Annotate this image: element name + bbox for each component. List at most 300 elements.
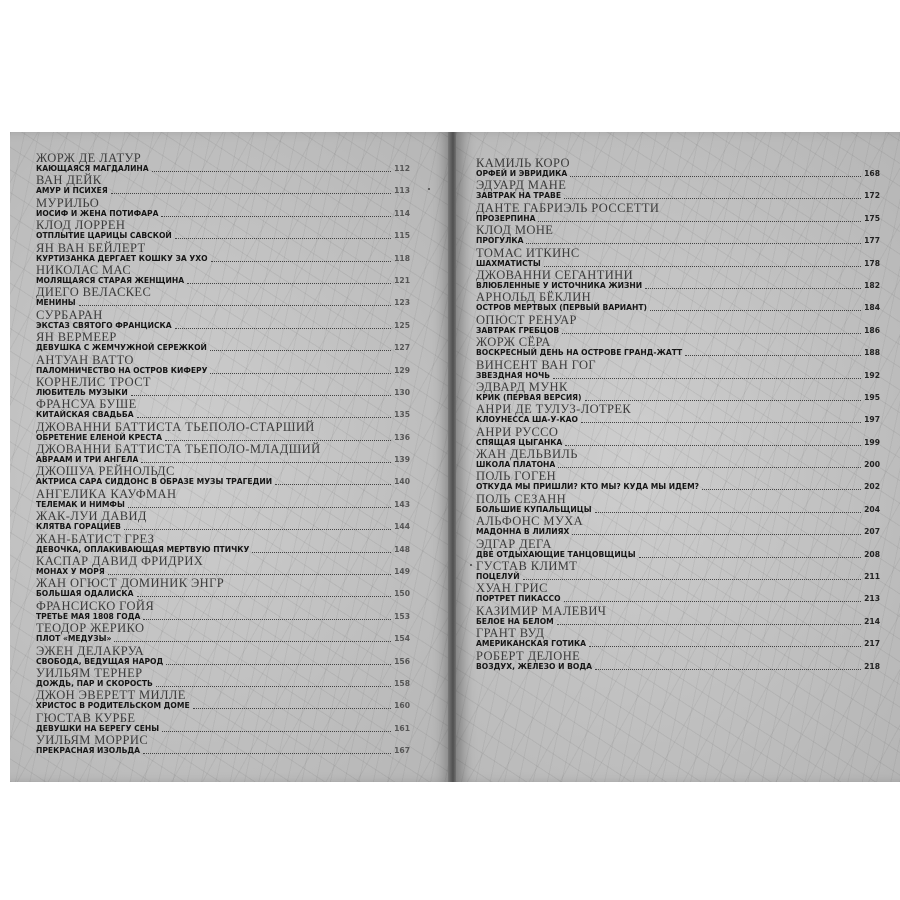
toc-entry xyxy=(476,448,880,470)
entry-line xyxy=(476,258,880,269)
artist-name: КЛОД ЛОРРЕН xyxy=(36,218,126,233)
toc-entry xyxy=(476,336,880,358)
artist-name: АРНОЛЬД БЁКЛИН xyxy=(476,290,592,305)
toc-entry xyxy=(476,582,880,604)
dot-leader xyxy=(143,752,391,754)
entry-line xyxy=(36,499,410,510)
entry-line xyxy=(476,481,880,492)
entry-line xyxy=(36,432,410,443)
toc-entry xyxy=(36,219,410,241)
artist-name: КЛОД МОНЕ xyxy=(476,223,554,238)
toc-entry xyxy=(476,269,880,291)
artwork-title: ЗАВТРАК ГРЕБЦОВ xyxy=(476,325,560,335)
toc-entry xyxy=(476,314,880,336)
dot-leader xyxy=(553,377,861,379)
toc-entry xyxy=(36,376,410,398)
entry-line xyxy=(36,320,410,331)
dot-leader xyxy=(210,372,391,374)
toc-entry xyxy=(36,510,410,532)
page-number: 154 xyxy=(394,634,410,644)
artwork-title: АКТРИСА САРА СИДДОНС В ОБРАЗЕ МУЗЫ ТРАГЕДИИ xyxy=(36,477,273,487)
entry-line xyxy=(36,185,410,196)
artwork-title: ОСТРОВ МЕРТВЫХ (ПЕРВЫЙ ВАРИАНТ) xyxy=(476,303,648,313)
entry-line xyxy=(36,342,410,353)
dot-leader xyxy=(193,707,392,709)
dot-leader xyxy=(141,461,391,463)
page-number: 150 xyxy=(394,589,410,599)
toc-entry xyxy=(476,426,880,448)
artwork-title: ИОСИФ И ЖЕНА ПОТИФАРА xyxy=(36,208,159,218)
dot-leader xyxy=(124,528,391,530)
dot-leader xyxy=(565,444,861,446)
page-number: 172 xyxy=(864,191,880,201)
left-page xyxy=(10,132,450,782)
artist-name: ЖАН-БАТИСТ ГРЕЗ xyxy=(36,531,155,546)
artist-name: ДИЕГО ВЕЛАСКЕС xyxy=(36,285,152,300)
page-number: 112 xyxy=(394,164,410,173)
artist-name: ПОЛЬ СЕЗАНН xyxy=(476,491,567,506)
ink-speck xyxy=(470,564,472,566)
dot-leader xyxy=(137,595,392,597)
artist-name: ЯН ВЕРМЕЕР xyxy=(36,330,117,345)
dot-leader xyxy=(114,640,391,642)
toc-entry xyxy=(476,224,880,246)
right-page xyxy=(456,132,900,782)
toc-entry xyxy=(36,600,410,622)
toc-entry xyxy=(36,734,410,756)
entry-line xyxy=(36,476,410,487)
artwork-title: ПРОЗЕРПИНА xyxy=(476,213,536,223)
page-number: 188 xyxy=(864,348,880,358)
artist-name: КАМИЛЬ КОРО xyxy=(476,156,570,170)
artist-name: ДЖОВАННИ БАТТИСТА ТЬЕПОЛО-СТАРШИЙ xyxy=(36,419,315,434)
dot-leader xyxy=(564,600,862,602)
dot-leader xyxy=(639,556,862,558)
toc-entry xyxy=(36,331,410,353)
entry-line xyxy=(36,275,410,286)
toc-entry xyxy=(36,443,410,465)
page-number: 199 xyxy=(864,437,880,447)
dot-leader xyxy=(562,332,861,334)
artwork-title: МОНАХ У МОРЯ xyxy=(36,567,105,577)
entry-line xyxy=(476,190,880,201)
dot-leader xyxy=(570,175,861,177)
artwork-title: ВОЗДУХ, ЖЕЛЕЗО И ВОДА xyxy=(476,661,592,671)
entry-line xyxy=(476,392,880,403)
entry-line xyxy=(36,365,410,376)
page-number: 160 xyxy=(394,701,410,711)
dot-leader xyxy=(558,466,861,468)
page-number: 202 xyxy=(864,482,880,492)
toc-entry xyxy=(36,398,410,420)
artwork-title: ШАХМАТИСТЫ xyxy=(476,258,541,268)
page-number: 125 xyxy=(394,320,410,330)
dot-leader xyxy=(175,237,391,239)
page-number: 200 xyxy=(864,460,880,470)
entry-line xyxy=(476,235,880,246)
entry-line xyxy=(36,163,410,174)
toc-entry xyxy=(36,242,410,264)
artwork-title: СПЯЩАЯ ЦЫГАНКА xyxy=(476,437,563,447)
artwork-title: ДЕВУШКА С ЖЕМЧУЖНОЙ СЕРЕЖКОЙ xyxy=(36,343,207,353)
artist-name: ГРАНТ ВУД xyxy=(476,626,545,641)
dot-leader xyxy=(175,327,392,329)
artist-name: ДЖОШУА РЕЙНОЛЬДС xyxy=(36,464,175,479)
artist-name: ЭДГАР ДЕГА xyxy=(476,536,552,551)
entry-line xyxy=(36,723,410,734)
dot-leader xyxy=(572,533,861,535)
dot-leader xyxy=(143,618,391,620)
page-number: 127 xyxy=(394,343,410,353)
artist-name: ДЖОВАННИ СЕГАНТИНИ xyxy=(476,267,634,282)
page-number: 168 xyxy=(864,169,880,178)
entry-line xyxy=(476,571,880,582)
artwork-title: КЛОУНЕССА ША-У-КАО xyxy=(476,415,578,425)
artwork-title: КРИК (ПЕРВАЯ ВЕРСИЯ) xyxy=(476,392,582,402)
toc-entry xyxy=(476,157,880,179)
page-number: 197 xyxy=(864,415,880,425)
entry-line xyxy=(476,347,880,358)
toc-entry xyxy=(36,197,410,219)
toc-entry xyxy=(36,488,410,510)
artist-name: АНРИ ДЕ ТУЛУЗ-ЛОТРЕК xyxy=(476,402,632,417)
entry-line xyxy=(476,549,880,560)
artist-name: ДАНТЕ ГАБРИЭЛЬ РОССЕТТИ xyxy=(476,200,660,215)
artwork-title: БЕЛОЕ НА БЕЛОМ xyxy=(476,616,554,626)
page-number: 213 xyxy=(864,594,880,604)
page-number: 148 xyxy=(394,544,410,554)
page-number: 129 xyxy=(394,365,410,375)
dot-leader xyxy=(564,197,861,199)
artwork-title: СВОБОДА, ВЕДУЩАЯ НАРОД xyxy=(36,656,164,666)
toc-entry xyxy=(36,533,410,555)
entry-line xyxy=(476,459,880,470)
artwork-title: АМУР И ПСИХЕЯ xyxy=(36,186,108,196)
toc-entry xyxy=(476,202,880,224)
toc-entry xyxy=(476,493,880,515)
artwork-title: ВОСКРЕСНЫЙ ДЕНЬ НА ОСТРОВЕ ГРАНД-ЖАТТ xyxy=(476,348,683,358)
entry-line xyxy=(36,253,410,264)
artwork-title: ДВЕ ОТДЫХАЮЩИЕ ТАНЦОВЩИЦЫ xyxy=(476,549,636,559)
page-number: 218 xyxy=(864,661,880,671)
dot-leader xyxy=(526,242,861,244)
book-spread xyxy=(10,132,900,782)
dot-leader xyxy=(581,421,861,423)
dot-leader xyxy=(211,260,392,262)
toc-entry xyxy=(36,309,410,331)
entry-line xyxy=(476,280,880,291)
toc-entry xyxy=(476,470,880,492)
artist-name: ГЮСТАВ КУРБЕ xyxy=(36,710,136,725)
page-number: 149 xyxy=(394,567,410,577)
artist-name: ФРАНСУА БУШЕ xyxy=(36,397,137,412)
page-number: 130 xyxy=(394,387,410,397)
artist-name: ЖАН ОГЮСТ ДОМИНИК ЭНГР xyxy=(36,576,225,591)
toc-entry xyxy=(476,650,880,672)
artist-name: ПОЛЬ ГОГЕН xyxy=(476,469,557,484)
toc-entry xyxy=(476,403,880,425)
artwork-title: ШКОЛА ПЛАТОНА xyxy=(476,460,556,470)
artist-name: ЖАН ДЕЛЬВИЛЬ xyxy=(476,447,578,462)
artist-name: ХУАН ГРИС xyxy=(476,581,548,596)
artist-name: ВИНСЕНТ ВАН ГОГ xyxy=(476,357,597,372)
entry-line xyxy=(36,409,410,420)
entry-line xyxy=(476,593,880,604)
artwork-title: АВРААМ И ТРИ АНГЕЛА xyxy=(36,455,139,465)
artist-name: ТЕОДОР ЖЕРИКО xyxy=(36,621,145,636)
artwork-title: АМЕРИКАНСКАЯ ГОТИКА xyxy=(476,639,587,649)
entry-line xyxy=(36,588,410,599)
page-number: 184 xyxy=(864,303,880,313)
artwork-title: ДЕВОЧКА, ОПЛАКИВАЮЩАЯ МЕРТВУЮ ПТИЧКУ xyxy=(36,544,250,554)
artwork-title: ЭКСТАЗ СВЯТОГО ФРАНЦИСКА xyxy=(36,320,172,330)
dot-leader xyxy=(685,354,861,356)
artist-name: ЯН ВАН БЕЙЛЕРТ xyxy=(36,240,146,255)
entry-line xyxy=(476,437,880,448)
entry-line xyxy=(476,168,880,179)
page-number: 118 xyxy=(394,253,410,263)
artwork-title: ДЕВУШКИ НА БЕРЕГУ СЕНЫ xyxy=(36,723,160,733)
dot-leader xyxy=(557,623,861,625)
page-number: 211 xyxy=(864,572,880,582)
dot-leader xyxy=(595,511,862,513)
artwork-title: КИТАЙСКАЯ СВАДЬБА xyxy=(36,410,134,420)
toc-entry xyxy=(36,264,410,286)
artist-name: ОПЮСТ РЕНУАР xyxy=(476,312,577,327)
entry-line xyxy=(36,387,410,398)
dot-leader xyxy=(108,573,391,575)
page-number: 177 xyxy=(864,236,880,246)
entry-line xyxy=(36,454,410,465)
artist-name: СУРБАРАН xyxy=(36,307,103,322)
toc-entry xyxy=(36,667,410,689)
artwork-title: ДОЖДЬ, ПАР И СКОРОСТЬ xyxy=(36,678,153,688)
dot-leader xyxy=(128,506,391,508)
entry-line xyxy=(476,616,880,627)
artist-name: УИЛЬЯМ МОРРИС xyxy=(36,733,149,748)
page-number: 153 xyxy=(394,611,410,621)
entry-line xyxy=(36,611,410,622)
page-number: 192 xyxy=(864,370,880,380)
entry-line xyxy=(476,370,880,381)
dot-leader xyxy=(544,265,861,267)
artist-name: ДЖОН ЭВЕРЕТТ МИЛЛЕ xyxy=(36,688,186,703)
dot-leader xyxy=(252,551,391,553)
artist-name: АНГЕЛИКА КАУФМАН xyxy=(36,486,177,501)
toc-entry xyxy=(36,174,410,196)
page-number: 207 xyxy=(864,527,880,537)
artist-name: ТОМАС ИТКИНС xyxy=(476,245,580,260)
artist-name: ЭДУАРД МАНЕ xyxy=(476,178,567,193)
artwork-title: ОРФЕЙ И ЭВРИДИКА xyxy=(476,169,568,178)
artwork-title: ОБРЕТЕНИЕ ЕЛЕНОЙ КРЕСТА xyxy=(36,432,162,442)
entry-line xyxy=(36,521,410,532)
page-number: 195 xyxy=(864,392,880,402)
artist-name: МУРИЛЬО xyxy=(36,195,100,210)
artwork-title: МАДОННА В ЛИЛИЯХ xyxy=(476,527,570,537)
toc-entry xyxy=(476,359,880,381)
toc-entry xyxy=(36,421,410,443)
artwork-title: КАЮЩАЯСЯ МАГДАЛИНА xyxy=(36,164,149,173)
artist-name: ФРАНСИСКО ГОЙЯ xyxy=(36,598,155,613)
page-number: 143 xyxy=(394,499,410,509)
artist-name: ДЖОВАННИ БАТТИСТА ТЬЕПОЛО-МЛАДШИЙ xyxy=(36,442,321,457)
dot-leader xyxy=(111,192,391,194)
artwork-title: ПОРТРЕТ ПИКАССО xyxy=(476,594,561,604)
artwork-title: ПОЦЕЛУЙ xyxy=(476,572,520,582)
entry-line xyxy=(476,638,880,649)
artwork-title: КУРТИЗАНКА ДЕРГАЕТ КОШКУ ЗА УХО xyxy=(36,253,208,263)
artist-name: НИКОЛАС МАС xyxy=(36,262,132,277)
page-number: 113 xyxy=(394,186,410,196)
artist-name: АНТУАН ВАТТО xyxy=(36,352,134,367)
ink-speck xyxy=(428,188,430,190)
dot-leader xyxy=(162,730,391,732)
page-number: 161 xyxy=(394,723,410,733)
dot-leader xyxy=(523,578,862,580)
entry-line xyxy=(36,678,410,689)
page-number: 182 xyxy=(864,280,880,290)
entry-line xyxy=(476,325,880,336)
toc-list-left xyxy=(36,152,410,757)
toc-entry xyxy=(476,381,880,403)
dot-leader xyxy=(538,220,861,222)
artwork-title: ХРИСТОС В РОДИТЕЛЬСКОМ ДОМЕ xyxy=(36,701,190,711)
page-number: 204 xyxy=(864,504,880,514)
artwork-title: БОЛЬШАЯ ОДАЛИСКА xyxy=(36,589,134,599)
dot-leader xyxy=(595,668,861,670)
artist-name: КАСПАР ДАВИД ФРИДРИХ xyxy=(36,554,204,569)
toc-entry xyxy=(36,152,410,174)
artwork-title: КЛЯТВА ГОРАЦИЕВ xyxy=(36,522,121,532)
artist-name: УИЛЬЯМ ТЕРНЕР xyxy=(36,665,143,680)
toc-entry xyxy=(476,515,880,537)
toc-entry xyxy=(36,286,410,308)
page-number: 123 xyxy=(394,298,410,308)
page-number: 178 xyxy=(864,258,880,268)
entry-line xyxy=(36,745,410,756)
dot-leader xyxy=(161,215,391,217)
toc-entry xyxy=(36,354,410,376)
toc-entry xyxy=(36,465,410,487)
dot-leader xyxy=(210,349,391,351)
entry-line xyxy=(476,213,880,224)
toc-entry xyxy=(36,555,410,577)
dot-leader xyxy=(152,170,391,172)
page-number: 139 xyxy=(394,455,410,465)
artist-name: ЖОРЖ СЁРА xyxy=(476,335,551,350)
artist-name: ВАН ДЕЙК xyxy=(36,173,102,188)
dot-leader xyxy=(650,309,861,311)
toc-entry xyxy=(476,627,880,649)
dot-leader xyxy=(165,439,391,441)
artwork-title: ПАЛОМНИЧЕСТВО НА ОСТРОВ КИФЕРУ xyxy=(36,365,208,375)
page-number: 175 xyxy=(864,213,880,223)
artist-name: ЖАК-ЛУИ ДАВИД xyxy=(36,509,147,524)
toc-entry xyxy=(476,247,880,269)
toc-entry xyxy=(476,538,880,560)
artist-name: АНРИ РУССО xyxy=(476,424,559,439)
page-number: 208 xyxy=(864,549,880,559)
entry-line xyxy=(36,297,410,308)
page-number: 121 xyxy=(394,275,410,285)
entry-line xyxy=(36,566,410,577)
artwork-title: ТЕЛЕМАК И НИМФЫ xyxy=(36,499,125,509)
dot-leader xyxy=(645,287,861,289)
entry-line xyxy=(36,633,410,644)
entry-line xyxy=(36,230,410,241)
artist-name: ЖОРЖ ДЕ ЛАТУР xyxy=(36,151,142,165)
dot-leader xyxy=(79,304,391,306)
page-number: 114 xyxy=(394,208,410,218)
page-number: 115 xyxy=(394,231,410,241)
entry-line xyxy=(36,208,410,219)
artist-name: ЭДВАРД МУНК xyxy=(476,379,568,394)
toc-entry xyxy=(36,712,410,734)
entry-line xyxy=(476,661,880,672)
entry-line xyxy=(36,700,410,711)
artist-name: АЛЬФОНС МУХА xyxy=(476,514,584,529)
entry-line xyxy=(476,414,880,425)
artwork-title: ОТПЛЫТИЕ ЦАРИЦЫ САВСКОЙ xyxy=(36,231,172,241)
toc-list-right xyxy=(476,157,880,672)
dot-leader xyxy=(187,282,391,284)
artwork-title: ЗВЕЗДНАЯ НОЧЬ xyxy=(476,370,550,380)
artwork-title: ПРЕКРАСНАЯ ИЗОЛЬДА xyxy=(36,746,140,756)
page-number: 136 xyxy=(394,432,410,442)
artwork-title: ПРОГУЛКА xyxy=(476,236,524,246)
artwork-title: ЛЮБИТЕЛЬ МУЗЫКИ xyxy=(36,387,128,397)
dot-leader xyxy=(702,488,861,490)
page-number: 186 xyxy=(864,325,880,335)
dot-leader xyxy=(275,483,391,485)
artist-name: КАЗИМИР МАЛЕВИЧ xyxy=(476,603,607,618)
dot-leader xyxy=(156,685,391,687)
artist-name: ГУСТАВ КЛИМТ xyxy=(476,559,578,574)
artwork-title: МОЛЯЩАЯСЯ СТАРАЯ ЖЕНЩИНА xyxy=(36,275,185,285)
entry-line xyxy=(36,656,410,667)
dot-leader xyxy=(137,416,392,418)
entry-line xyxy=(476,526,880,537)
artwork-title: ВЛЮБЛЕННЫЕ У ИСТОЧНИКА ЖИЗНИ xyxy=(476,280,643,290)
artwork-title: БОЛЬШИЕ КУПАЛЬЩИЦЫ xyxy=(476,504,592,514)
toc-entry xyxy=(476,179,880,201)
toc-entry xyxy=(36,645,410,667)
artwork-title: ТРЕТЬЕ МАЯ 1808 ГОДА xyxy=(36,611,141,621)
artist-name: КОРНЕЛИС ТРОСТ xyxy=(36,374,151,389)
toc-entry xyxy=(36,622,410,644)
toc-entry xyxy=(476,560,880,582)
entry-line xyxy=(476,302,880,313)
artwork-title: ОТКУДА МЫ ПРИШЛИ? КТО МЫ? КУДА МЫ ИДЕМ? xyxy=(476,482,700,492)
page-number: 158 xyxy=(394,678,410,688)
entry-line xyxy=(476,504,880,515)
toc-entry xyxy=(476,605,880,627)
page-number: 140 xyxy=(394,477,410,487)
toc-entry xyxy=(36,577,410,599)
entry-line xyxy=(36,544,410,555)
dot-leader xyxy=(131,394,391,396)
page-number: 167 xyxy=(394,746,410,756)
page-number: 144 xyxy=(394,522,410,532)
toc-entry xyxy=(476,291,880,313)
artist-name: РОБЕРТ ДЕЛОНЕ xyxy=(476,648,581,663)
page-number: 135 xyxy=(394,410,410,420)
page-number: 214 xyxy=(864,616,880,626)
artwork-title: ПЛОТ «МЕДУЗЫ» xyxy=(36,634,112,644)
page-number: 156 xyxy=(394,656,410,666)
artwork-title: ЗАВТРАК НА ТРАВЕ xyxy=(476,191,562,201)
